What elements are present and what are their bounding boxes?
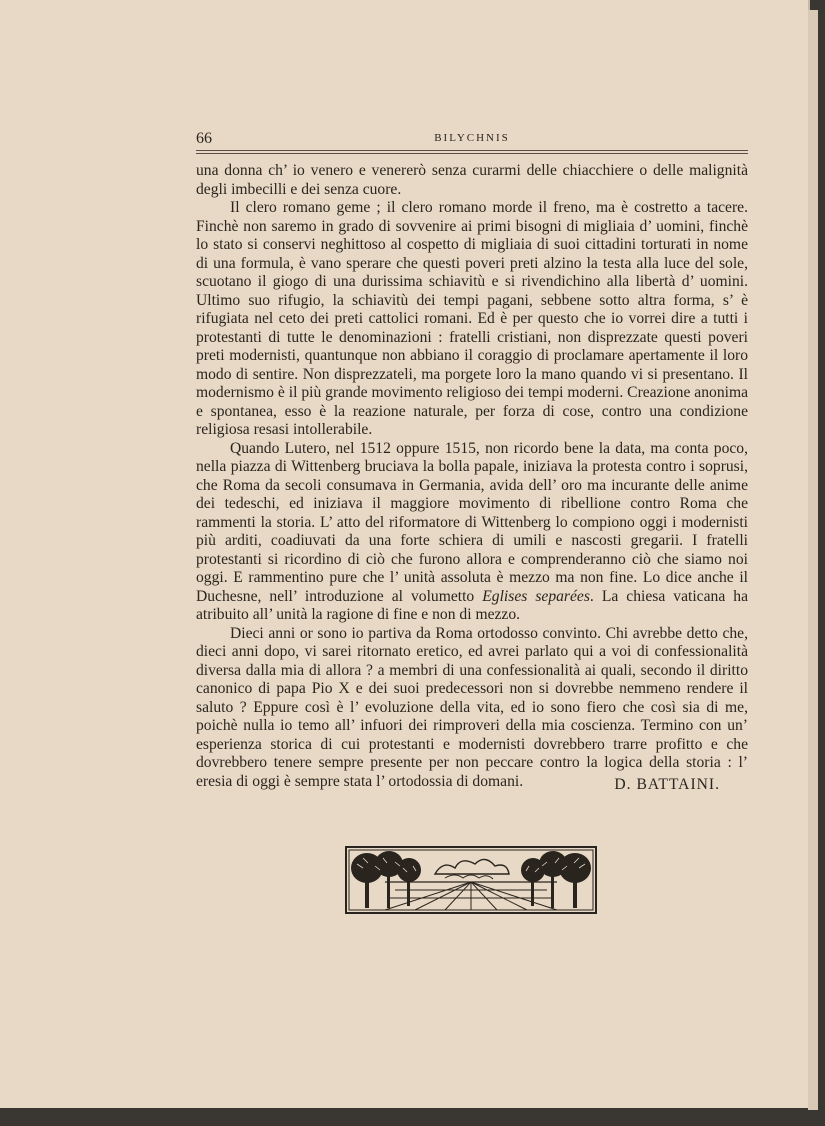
header-rule-double	[196, 153, 748, 154]
landscape-woodcut-vignette-icon	[345, 846, 597, 914]
paragraph-2	[196, 199, 748, 440]
paragraph-3	[196, 440, 748, 625]
page-edge	[808, 10, 818, 1110]
book-title: Eglises separées	[482, 587, 590, 605]
paragraph-text: Dieci anni or sono io partiva da Roma ortodosso convinto. Chi avrebbe detto che, dieci anni dopo, vi sarei ritornato eretico, ed avrei parlato qui a voi di confessionalità diversa dalla mia di allora ? a membri di una confessionalità ai quali, secondo il diritto canonico di papa Pio X e dei suoi predecessori non si dovrebbe nemmeno rendere il saluto ? Eppure così è l’ evoluzione della vita, ed io sono fiero che così sia di me, poichè nulla io temo all’ infuori dei rimproveri della mia coscienza. Termino con un’ esperienza storica di cui protestanti e modernisti dovrebbero trarre profitto e che dovrebbero tenere sempre presente per non peccare contro la logica della storia : l’ eresia di oggi è sempre stata l’ ortodossia di domani.	[196, 624, 748, 790]
paragraph-text: Quando Lutero, nel 1512 oppure 1515, non ricordo bene la data, ma conta poco, nella piazza di Wittenberg bruciava la bolla papale, iniziava la protesta contro i soprusi, che Roma da secoli consumava in Germania, avida dell’ oro ma incurante delle anime dei tedeschi, ed iniziava il maggiore movimento di ribellione contro Roma che rammenti la storia. L’ atto del riformatore di Wittenberg lo compiono oggi i modernisti più arditi, coadiuvati da una forte schiera di umili e nascosti gregarii. I fratelli protestanti si ricordino di ciò che furono allora e comprenderanno ciò che siamo noi oggi. E rammentino pure che l’ unità assoluta è mezzo ma non fine. Lo dice anche il Duchesne, nell’ introduzione al volumetto	[196, 439, 748, 605]
paragraph-text: . La chiesa vaticana ha atribuito all’ unità la ragione di fine e non di mezzo.	[196, 587, 748, 623]
author-signature: D. BATTAINI.	[614, 776, 720, 793]
paragraph-4	[196, 625, 748, 792]
page-number: 66	[196, 130, 212, 147]
page-header	[196, 128, 748, 150]
paragraph-1	[196, 162, 748, 199]
paragraph-text: Il clero romano geme ; il clero romano morde il freno, ma è costretto a tacere. Finchè non saremo in grado di sovvenire ai primi bisogni di migliaia d’ uomini, finchè lo stato si conservi neghittoso al cospetto di migliaia di suoi cittadini torturati in nome di una formula, è vano sperare che questi poveri preti alzino la testa alla luce del sole, scuotano il giogo di una durissima schiavitù e si rivendichino alla libertà d’ uomini. Ultimo suo rifugio, la schiavitù dei tempi pagani, sebbene sotto altra forma, s’ è rifugiata nel ceto dei preti cattolici romani. Ed è per questo che io vorrei dire a tutti i protestanti di tutte le denominazioni : fratelli cristiani, non disprezzate questi poveri preti modernisti, quantunque non abbiano il coraggio di proclamare apertamente il loro modo di sentire. Non disprezzateli, ma porgete loro la mano quando vi si presentano. Il modernismo è il più grande movimento religioso dei tempi moderni. Creazione anonima e spontanea, esso è la reazione naturale, per forza di cose, contro una condizione religiosa resasi intollerabile.	[196, 199, 748, 438]
running-title: BILYCHNIS	[434, 132, 510, 144]
article-body	[196, 162, 748, 791]
header-rule	[196, 150, 748, 151]
paragraph-text: una donna ch’ io venero e venererò senza curarmi delle chiacchiere o delle malignità degli imbecilli e dei senza cuore.	[196, 162, 748, 198]
